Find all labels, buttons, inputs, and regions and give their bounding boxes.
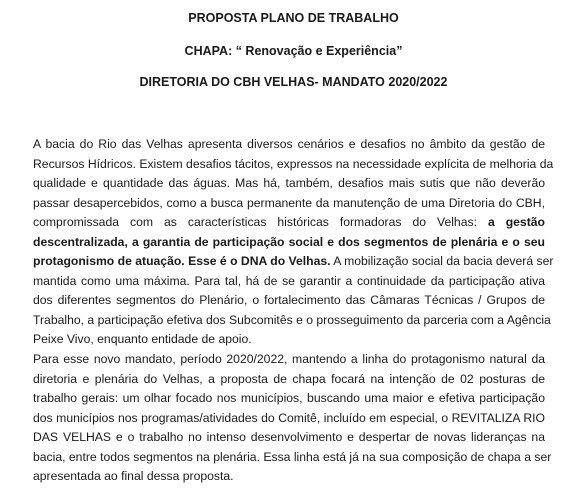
paragraph-1: [33, 135, 554, 350]
paragraph-2-line: apresentada ao final dessa proposta.: [33, 469, 234, 483]
paragraph-1-line: [33, 252, 554, 272]
paragraph-1-line: Peixe Vivo, enquanto entidade de apoio.: [33, 332, 252, 346]
paragraph-2-line: trabalho gerais: um olhar focado nos municípios, buscando uma maior e efetiva participação: [33, 391, 545, 405]
paragraph-1-line: Trabalho, a participação efetiva dos Subcomitês e o prosseguimento da parceria com a Agência: [33, 312, 551, 327]
paragraph-1-line: Recursos Hídricos. Existem desafios tácitos, expressos na necessidade explícita de melhoria da: [33, 156, 554, 171]
chapa-heading: CHAPA: “ Renovação e Experiência”: [184, 44, 403, 58]
paragraph-1-text: compromissada com as características históricas formadoras do Velhas:: [33, 215, 477, 229]
paragraph-1-line: A bacia do Rio das Velhas apresenta diversos cenários e desafios no âmbito da gestão de: [33, 137, 545, 151]
diretoria-heading: DIRETORIA DO CBH VELHAS- MANDATO 2020/2022: [139, 75, 448, 89]
paragraph-2-line: bacia, entre todos segmentos na plenária. Essa linha está já na sua composição de chapa a ser: [33, 449, 552, 464]
paragraph-1-text: A mobilização social da bacia deverá ser: [330, 254, 554, 268]
paragraph-1-line: qualidade e quantidade das águas. Mas há, também, desafios mais sutis que não deverão: [33, 176, 545, 190]
paragraph-1-emphasis: protagonismo de atuação. Esse é o DNA do Velhas.: [33, 254, 331, 268]
paragraph-1-line: mantida como uma máxima. Para tal, há de se garantir a continuidade da participação ativa: [33, 273, 545, 288]
paragraph-2-line: dos municípios nos programas/atividades do Comitê, incluído em especial, o REVITALIZA RIO: [33, 410, 545, 425]
paragraph-2-line: DAS VELHAS e o trabalho no intenso desenvolvimento e despertar de novas lideranças na: [33, 430, 545, 444]
paragraph-2-line: diretoria e plenária do Velhas, a proposta de chapa focará na intenção de 02 posturas de: [33, 371, 545, 386]
paragraph-1-line: [33, 213, 545, 233]
paragraph-1-line: dos diferentes segmentos do Plenário, o fortalecimento das Câmaras Técnicas / Grupos de: [33, 293, 545, 307]
paragraph-1-emphasis-line: descentralizada, a garantia de participação social e dos segmentos de plenária e o seu: [33, 234, 545, 249]
paragraph-2: [33, 350, 552, 487]
document-title: PROPOSTA PLANO DE TRABALHO: [188, 11, 399, 25]
paragraph-2-line: Para esse novo mandato, período 2020/2022, mantendo a linha do protagonismo natural da: [33, 352, 545, 366]
paragraph-1-line: passar desapercebidos, como a busca permanente da manutenção de uma Diretoria do CBH,: [33, 195, 545, 210]
paragraph-1-emphasis: a gestão: [487, 215, 545, 229]
